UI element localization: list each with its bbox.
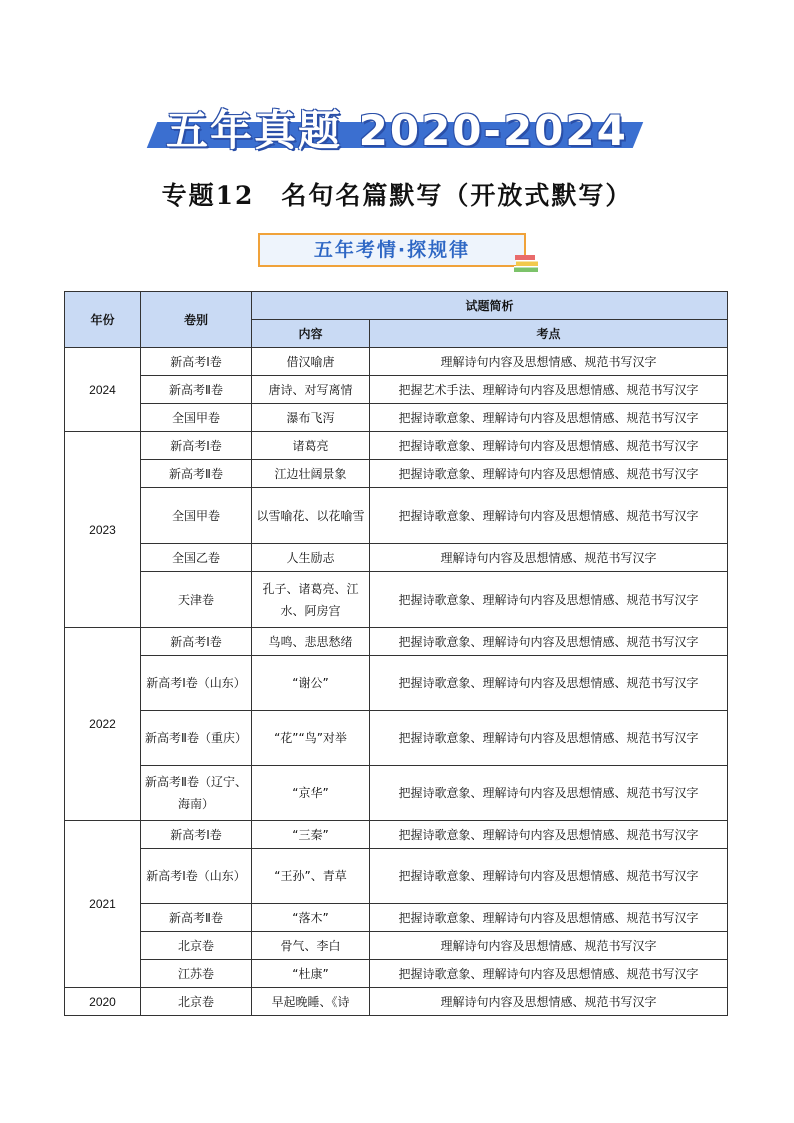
point-cell: 把握诗歌意象、理解诗句内容及思想情感、规范书写汉字	[370, 628, 728, 656]
paper-cell: 新高考Ⅱ卷（重庆）	[141, 711, 252, 766]
content-cell: 以雪喻花、以花喻雪	[252, 488, 370, 544]
point-cell: 理解诗句内容及思想情感、规范书写汉字	[370, 932, 728, 960]
paper-cell: 新高考Ⅰ卷	[141, 628, 252, 656]
header-point: 考点	[370, 320, 728, 348]
table-row	[65, 766, 728, 821]
content-cell: 江边壮阔景象	[252, 460, 370, 488]
content-cell: 诸葛亮	[252, 432, 370, 460]
content-cell: 人生励志	[252, 544, 370, 572]
header-analysis: 试题简析	[252, 292, 728, 320]
header-content: 内容	[252, 320, 370, 348]
table-row	[65, 572, 728, 628]
point-cell: 把握诗歌意象、理解诗句内容及思想情感、规范书写汉字	[370, 404, 728, 432]
books-icon	[512, 252, 542, 274]
year-cell: 2020	[65, 988, 141, 1016]
table-row	[65, 960, 728, 988]
content-cell: “谢公”	[252, 656, 370, 711]
content-cell: “京华”	[252, 766, 370, 821]
point-cell: 把握诗歌意象、理解诗句内容及思想情感、规范书写汉字	[370, 460, 728, 488]
point-cell: 把握诗歌意象、理解诗句内容及思想情感、规范书写汉字	[370, 766, 728, 821]
point-cell: 把握诗歌意象、理解诗句内容及思想情感、规范书写汉字	[370, 904, 728, 932]
paper-cell: 新高考Ⅰ卷（山东）	[141, 656, 252, 711]
point-cell: 把握诗歌意象、理解诗句内容及思想情感、规范书写汉字	[370, 960, 728, 988]
table-row	[65, 711, 728, 766]
point-cell: 把握诗歌意象、理解诗句内容及思想情感、规范书写汉字	[370, 656, 728, 711]
paper-cell: 江苏卷	[141, 960, 252, 988]
table-row	[65, 904, 728, 932]
paper-cell: 全国甲卷	[141, 404, 252, 432]
paper-cell: 北京卷	[141, 988, 252, 1016]
table-row	[65, 432, 728, 460]
paper-cell: 新高考Ⅰ卷	[141, 348, 252, 376]
table-row	[65, 348, 728, 376]
paper-cell: 新高考Ⅰ卷（山东）	[141, 849, 252, 904]
point-cell: 把握诗歌意象、理解诗句内容及思想情感、规范书写汉字	[370, 711, 728, 766]
banner-text: 五年真题 2020-2024	[166, 106, 628, 155]
table-row	[65, 488, 728, 544]
content-cell: 孔子、诸葛亮、江水、阿房宫	[252, 572, 370, 628]
paper-cell: 新高考Ⅰ卷	[141, 821, 252, 849]
point-cell: 把握诗歌意象、理解诗句内容及思想情感、规范书写汉字	[370, 821, 728, 849]
table-row	[65, 544, 728, 572]
header-year: 年份	[65, 292, 141, 348]
table-row	[65, 376, 728, 404]
paper-cell: 新高考Ⅰ卷	[141, 432, 252, 460]
point-cell: 把握诗歌意象、理解诗句内容及思想情感、规范书写汉字	[370, 572, 728, 628]
year-cell: 2022	[65, 628, 141, 821]
table-body	[65, 348, 728, 1016]
content-cell: “杜康”	[252, 960, 370, 988]
table-row	[65, 404, 728, 432]
table-row	[65, 849, 728, 904]
content-cell: 瀑布飞泻	[252, 404, 370, 432]
table-row	[65, 460, 728, 488]
content-cell: “三秦”	[252, 821, 370, 849]
point-cell: 把握诗歌意象、理解诗句内容及思想情感、规范书写汉字	[370, 849, 728, 904]
content-cell: 借汉喻唐	[252, 348, 370, 376]
content-cell: 早起晚睡、《诗	[252, 988, 370, 1016]
point-cell: 理解诗句内容及思想情感、规范书写汉字	[370, 988, 728, 1016]
point-cell: 理解诗句内容及思想情感、规范书写汉字	[370, 544, 728, 572]
header-paper: 卷别	[141, 292, 252, 348]
content-cell: 鸟鸣、悲思愁绪	[252, 628, 370, 656]
table-row	[65, 988, 728, 1016]
table-row	[65, 628, 728, 656]
year-cell: 2021	[65, 821, 141, 988]
content-cell: “花”“鸟”对举	[252, 711, 370, 766]
paper-cell: 新高考Ⅱ卷	[141, 460, 252, 488]
content-cell: “落木”	[252, 904, 370, 932]
point-cell: 理解诗句内容及思想情感、规范书写汉字	[370, 348, 728, 376]
page-title: 专题12 名句名篇默写（开放式默写）	[161, 181, 633, 210]
content-cell: “王孙”、青草	[252, 849, 370, 904]
paper-cell: 新高考Ⅱ卷	[141, 904, 252, 932]
table-row	[65, 821, 728, 849]
paper-cell: 新高考Ⅱ卷	[141, 376, 252, 404]
title-banner	[148, 96, 642, 154]
point-cell: 把握诗歌意象、理解诗句内容及思想情感、规范书写汉字	[370, 488, 728, 544]
year-cell: 2024	[65, 348, 141, 432]
paper-cell: 全国乙卷	[141, 544, 252, 572]
paper-cell: 北京卷	[141, 932, 252, 960]
table-row	[65, 932, 728, 960]
paper-cell: 新高考Ⅱ卷（辽宁、海南）	[141, 766, 252, 821]
year-cell: 2023	[65, 432, 141, 628]
point-cell: 把握艺术手法、理解诗句内容及思想情感、规范书写汉字	[370, 376, 728, 404]
paper-cell: 全国甲卷	[141, 488, 252, 544]
content-cell: 唐诗、对写离情	[252, 376, 370, 404]
table-row	[65, 656, 728, 711]
content-cell: 骨气、李白	[252, 932, 370, 960]
section-label: 五年考情·探规律	[258, 233, 526, 267]
paper-cell: 天津卷	[141, 572, 252, 628]
exam-analysis-table	[64, 291, 728, 1016]
point-cell: 把握诗歌意象、理解诗句内容及思想情感、规范书写汉字	[370, 432, 728, 460]
